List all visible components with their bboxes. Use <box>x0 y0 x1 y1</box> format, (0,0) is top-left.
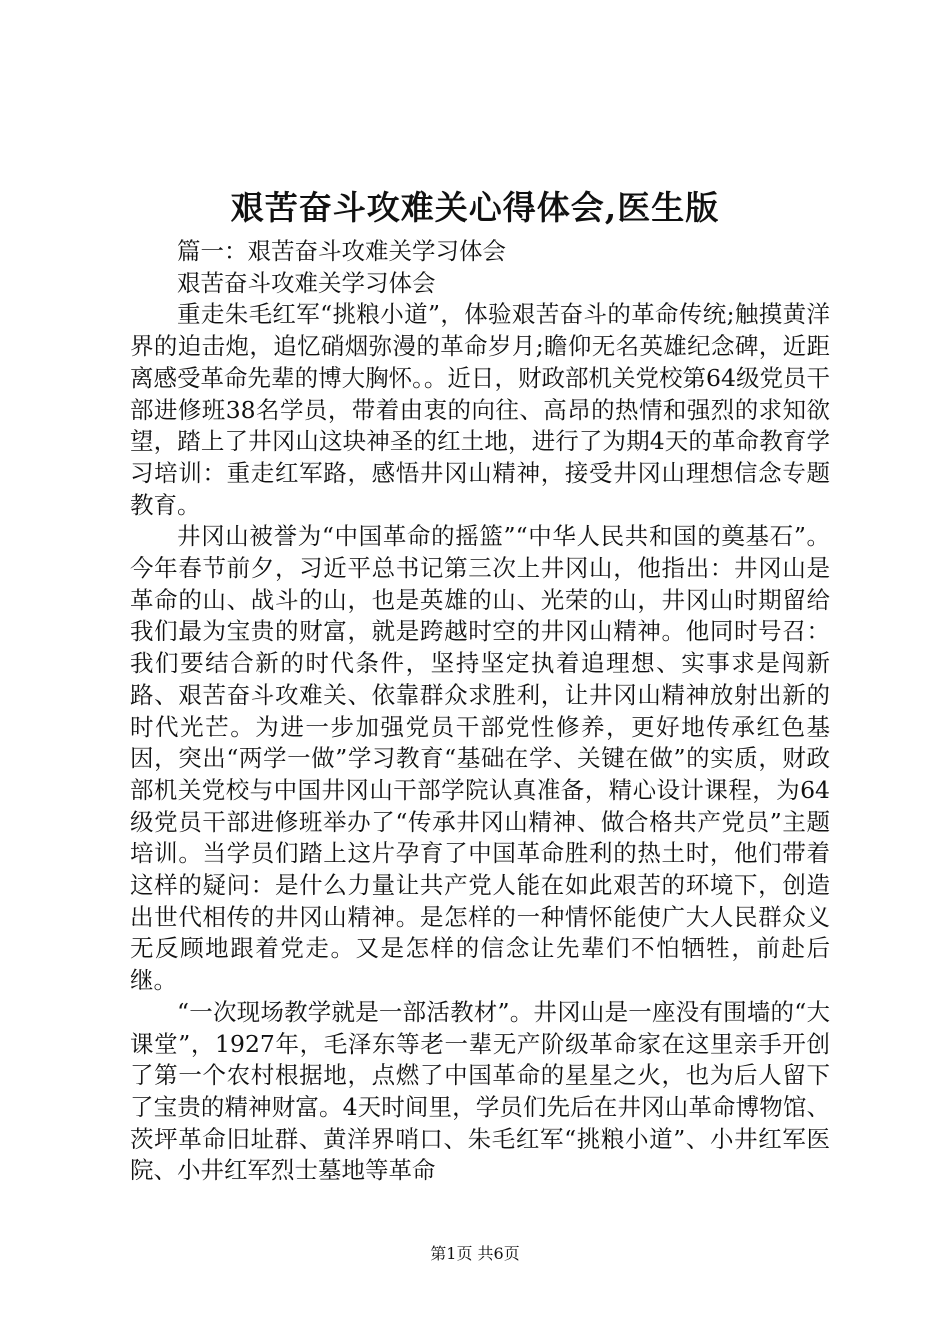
section-heading: 篇一：艰苦奋斗攻难关学习体会 <box>177 237 506 265</box>
document-title: 艰苦奋斗攻难关心得体会,医生版 <box>230 188 720 227</box>
body-paragraph: “一次现场教学就是一部活教材”。井冈山是一座没有围墙的“大课堂”，1927年，毛泽东等老一辈无产阶级革命家在这里亲手开创了第一个农村根据地，点燃了中国革命的星星之火，也为后人留下了宝贵的精神财富。4天时间里，学员们先后在井冈山革命博物馆、茨坪革命旧址群、黄洋界哨口、朱毛红军“挑粮小道”、小井红军医院、小井红军烈士墓地等革命 <box>130 997 830 1185</box>
section-subtitle: 艰苦奋斗攻难关学习体会 <box>177 268 436 297</box>
document-body <box>130 236 830 1187</box>
page-footer: 第1页 共6页 <box>430 1244 520 1263</box>
body-paragraph: 重走朱毛红军“挑粮小道”，体验艰苦奋斗的革命传统;触摸黄洋界的迫击炮，追忆硝烟弥漫的革命岁月;瞻仰无名英雄纪念碑，近距离感受革命先辈的博大胸怀。。近日，财政部机关党校第64级党员干部进修班38名学员，带着由衷的向往、高昂的热情和强烈的求知欲望，踏上了井冈山这块神圣的红土地，进行了为期4天的革命教育学习培训：重走红军路，感悟井冈山精神，接受井冈山理想信念专题教育。 <box>130 300 830 519</box>
body-paragraph: 井冈山被誉为“中国革命的摇篮”“中华人民共和国的奠基石”。今年春节前夕，习近平总书记第三次上井冈山，他指出：井冈山是革命的山、战斗的山，也是英雄的山、光荣的山，井冈山时期留给我们最为宝贵的财富，就是跨越时空的井冈山精神。他同时号召：我们要结合新的时代条件，坚持坚定执着追理想、实事求是闯新路、艰苦奋斗攻难关、依靠群众求胜利，让井冈山精神放射出新的时代光芒。为进一步加强党员干部党性修养，更好地传承红色基因，突出“两学一做”学习教育“基础在学、关键在做”的实质，财政部机关党校与中国井冈山干部学院认真准备，精心设计课程，为64级党员干部进修班举办了“传承井冈山精神、做合格共产党员”主题培训。当学员们踏上这片孕育了中国革命胜利的热土时，他们带着这样的疑问：是什么力量让共产党人能在如此艰苦的环境下，创造出世代相传的井冈山精神。是怎样的一种情怀能使广大人民群众义无反顾地跟着党走。又是怎样的信念让先辈们不怕牺牲，前赴后继。 <box>130 522 830 995</box>
